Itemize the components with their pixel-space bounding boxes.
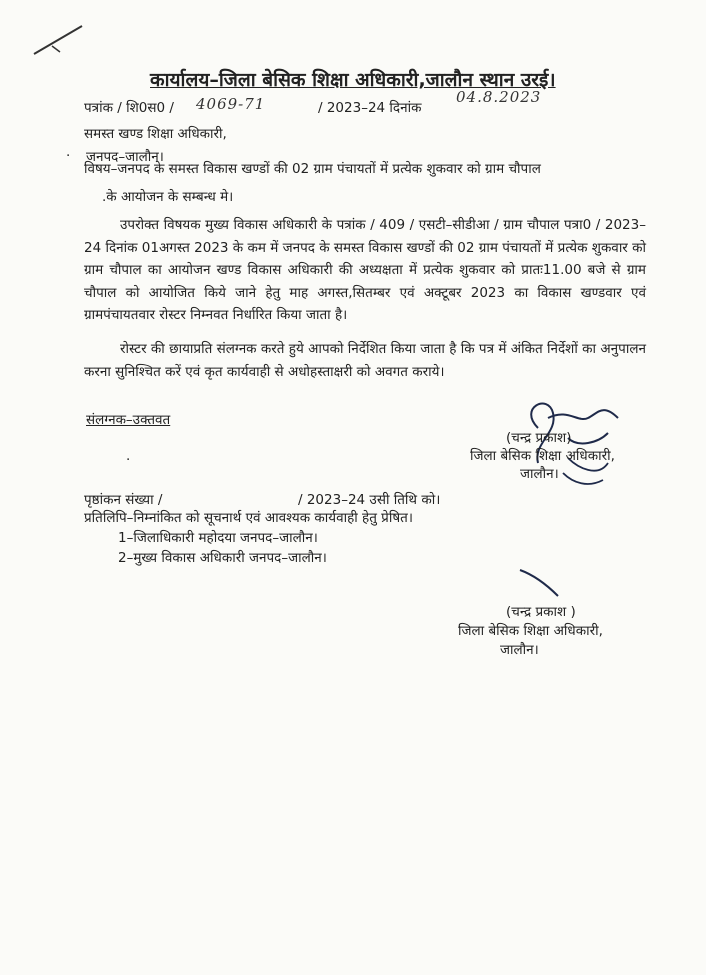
addressee-line1: समस्त खण्ड शिक्षा अधिकारी, — [84, 126, 227, 142]
signature2-place: जालौन। — [500, 642, 539, 658]
body-paragraph-1: उपरोक्त विषयक मुख्य विकास अधिकारी के पत्रांक / 409 / एसटी–सीडीआ / ग्राम चौपाल पत्रा0 / 2023–24 दिनांक 01अगस्त 2023 के कम में जनपद के समस्त विकास खण्डों की 02 ग्राम पंचायतों में प्रत्येक शुकवार को ग्राम चौपाल का आयोजन खण्ड विकास अधिकारी की अध्यक्षता में प्रत्येक शुकवार को प्रातः11.00 बजे से ग्राम चौपाल को आयोजित किये जाने हेतु माह अगस्त,सितम्बर एवं अक्टूबर 2023 का विकास खण्डवार एवं ग्रामपंचायतवार रोस्टर निम्नवत निर्धारित किया जाता है। — [84, 217, 646, 323]
signature2-designation: जिला बेसिक शिक्षा अधिकारी, — [458, 623, 603, 639]
body-paragraph-2: रोस्टर की छायाप्रति संलग्नक करते हुये आपको निर्देशित किया जाता है कि पत्र में अंकित निर्देशों का अनुपालन करना सुनिश्चित करें एवं कृत कार्यवाही से अधोहस्ताक्षरी को अवगत कराये। — [84, 341, 646, 380]
corner-pen-mark — [30, 20, 90, 60]
office-title: कार्यालय–जिला बेसिक शिक्षा अधिकारी,जालौन स्थान उरई। — [150, 69, 556, 91]
enclosure-label: संलग्नक–उक्तवत — [86, 412, 171, 428]
ref-prefix: पत्रांक / शि0स0 / — [84, 100, 174, 116]
subject-line1: विषय–जनपद के समस्त विकास खण्डों की 02 ग्राम पंचायतों में प्रत्येक शुकवार को ग्राम चौपाल — [84, 161, 541, 177]
endorsement-intro: प्रतिलिपि–निम्नांकित को सूचनार्थ एवं आवश्यक कार्यवाही हेतु प्रेषित। — [84, 510, 413, 526]
ref-date: 04.8.2023 — [456, 88, 542, 106]
endorsement-item-1: 1–जिलाधिकारी महोदया जनपद–जालौन। — [118, 530, 318, 546]
signature1-place: जालौन। — [520, 466, 559, 482]
endorsement-number-label: पृष्ठांकन संख्या / — [84, 492, 163, 508]
ref-number: 4069-71 — [196, 95, 266, 113]
stray-dot: · — [66, 148, 71, 164]
signature-2 — [516, 564, 566, 604]
endorsement-item-2: 2–मुख्य विकास अधिकारी जनपद–जालौन। — [118, 550, 327, 566]
ref-year: / 2023–24 दिनांक — [318, 100, 422, 116]
subject-line2: .के आयोजन के सम्बन्ध मे। — [102, 189, 234, 205]
endorsement-number-suffix: / 2023–24 उसी तिथि को। — [298, 492, 441, 508]
signature2-name: (चन्द्र प्रकाश ) — [506, 604, 576, 620]
stray-dot: · — [126, 452, 131, 468]
signature1-name: (चन्द्र प्रकाश) — [506, 430, 572, 446]
addressee-line2: जनपद–जालौन। — [86, 149, 164, 165]
signature1-designation: जिला बेसिक शिक्षा अधिकारी, — [470, 448, 615, 464]
